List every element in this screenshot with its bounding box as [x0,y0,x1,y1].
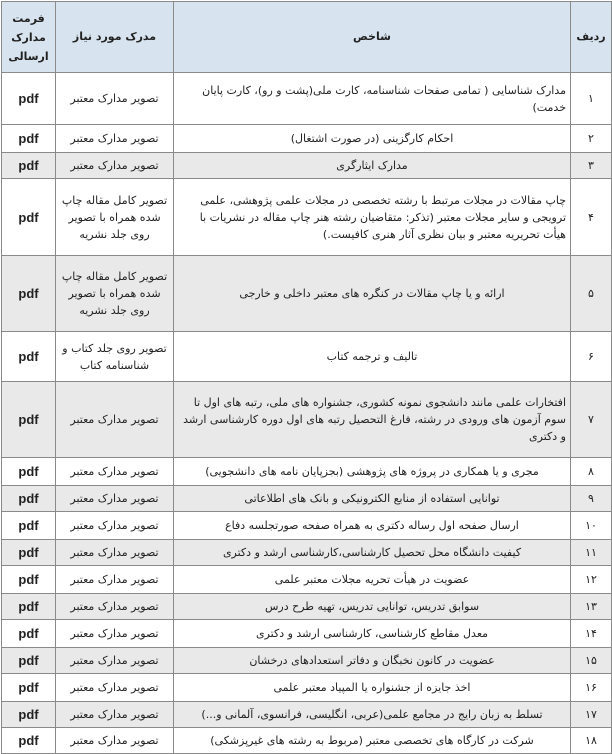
documents-table [1,1,612,754]
document-cell: تصویر مدارک معتبر [56,512,174,540]
row-number: ۲ [571,125,612,153]
row-number: ۱۸ [571,728,612,754]
format-cell: pdf [2,73,56,125]
table-row [2,512,612,540]
criterion-cell: توانایی استفاده از منابع الکترونیکی و بانک های اطلاعاتی [174,486,571,512]
table-row [2,153,612,179]
document-cell: تصویر مدارک معتبر [56,458,174,486]
criterion-cell: افتخارات علمی مانند دانشجوی نمونه کشوری، جشنواره های ملی، رتبه های اول تا سوم آزمون های ورودی در رشته، فارغ التحصیل رتبه های اول دوره کارشناسی ارشد و دکتری [174,382,571,458]
document-cell: تصویر مدارک معتبر [56,382,174,458]
format-cell: pdf [2,674,56,702]
criterion-cell: معدل مقاطع کارشناسی، کارشناسی ارشد و دکتری [174,620,571,648]
document-cell: تصویر مدارک معتبر [56,125,174,153]
criterion-cell: ارائه و یا چاپ مقالات در کنگره های معتبر داخلی و خارجی [174,256,571,332]
format-cell: pdf [2,512,56,540]
row-number: ۱۰ [571,512,612,540]
criterion-cell: کیفیت دانشگاه محل تحصیل کارشناسی،کارشناسی ارشد و دکتری [174,540,571,566]
document-cell: تصویر مدارک معتبر [56,648,174,674]
table-row [2,674,612,702]
row-number: ۱۵ [571,648,612,674]
document-cell: تصویر روی جلد کتاب و شناسنامه کتاب [56,332,174,382]
format-cell: pdf [2,125,56,153]
criterion-cell: اخذ جایزه از جشنواره یا المپیاد معتبر علمی [174,674,571,702]
criterion-cell: مدارک شناسایی ( تمامی صفحات شناسنامه، کارت ملی(پشت و رو)، کارت پایان خدمت) [174,73,571,125]
criterion-cell: سوابق تدریس، توانایی تدریس، تهیه طرح درس [174,594,571,620]
criterion-cell: عضویت در هیأت تحریه مجلات معتبر علمی [174,566,571,594]
criterion-cell: شرکت در کارگاه های تخصصی معتبر (مربوط به رشته های غیرپزشکی) [174,728,571,754]
format-cell: pdf [2,540,56,566]
document-cell: تصویر کامل مقاله چاپ شده همراه با تصویر روی جلد نشریه [56,256,174,332]
row-number: ۶ [571,332,612,382]
header-required-document: مدرک مورد نیاز [56,2,174,73]
document-cell: تصویر مدارک معتبر [56,594,174,620]
document-cell: تصویر مدارک معتبر [56,620,174,648]
format-cell: pdf [2,620,56,648]
criterion-cell: تالیف و ترجمه کتاب [174,332,571,382]
table-row [2,702,612,728]
row-number: ۷ [571,382,612,458]
table-row [2,382,612,458]
table-row [2,648,612,674]
format-cell: pdf [2,153,56,179]
table-row [2,486,612,512]
format-cell: pdf [2,728,56,754]
header-row [2,2,612,73]
table-row [2,125,612,153]
row-number: ۸ [571,458,612,486]
row-number: ۱۶ [571,674,612,702]
format-cell: pdf [2,179,56,256]
criterion-cell: احکام کارگزینی (در صورت اشتغال) [174,125,571,153]
criterion-cell: مجری و یا همکاری در پروژه های پژوهشی (بجزپایان نامه های دانشجویی) [174,458,571,486]
row-number: ۱۳ [571,594,612,620]
row-number: ۴ [571,179,612,256]
document-cell: تصویر مدارک معتبر [56,728,174,754]
format-cell: pdf [2,648,56,674]
row-number: ۱۴ [571,620,612,648]
row-number: ۳ [571,153,612,179]
criterion-cell: مدارک ایثارگری [174,153,571,179]
format-cell: pdf [2,566,56,594]
header-criterion: شاخص [174,2,571,73]
table-row [2,566,612,594]
document-cell: تصویر مدارک معتبر [56,153,174,179]
format-cell: pdf [2,332,56,382]
document-cell: تصویر مدارک معتبر [56,566,174,594]
row-number: ۹ [571,486,612,512]
row-number: ۱۲ [571,566,612,594]
format-cell: pdf [2,458,56,486]
criterion-cell: چاپ مقالات در مجلات مرتبط با رشته تخصصی در مجلات علمی پژوهشی، علمی ترویجی و سایر مجلات معتبر (تذکر: متقاضیان رشته هنر چاپ مقاله در نشریات با هیأت تحریریه معتبر و بیان نظری آثار هنری کافیست.) [174,179,571,256]
document-cell: تصویر مدارک معتبر [56,674,174,702]
format-cell: pdf [2,382,56,458]
document-cell: تصویر کامل مقاله چاپ شده همراه با تصویر روی جلد نشریه [56,179,174,256]
format-cell: pdf [2,256,56,332]
row-number: ۱۷ [571,702,612,728]
table-row [2,594,612,620]
document-cell: تصویر مدارک معتبر [56,702,174,728]
header-format: فرمت مدارک ارسالی [2,2,56,73]
document-cell: تصویر مدارک معتبر [56,486,174,512]
row-number: ۱۱ [571,540,612,566]
criterion-cell: تسلط به زبان رایج در مجامع علمی(عربی، انگلیسی، فرانسوی، آلمانی و...) [174,702,571,728]
format-cell: pdf [2,594,56,620]
row-number: ۱ [571,73,612,125]
document-cell: تصویر مدارک معتبر [56,540,174,566]
format-cell: pdf [2,486,56,512]
criterion-cell: عضویت در کانون نخبگان و دفاتر استعدادهای درخشان [174,648,571,674]
format-cell: pdf [2,702,56,728]
table-row [2,540,612,566]
header-row-number: ردیف [571,2,612,73]
row-number: ۵ [571,256,612,332]
table-row [2,620,612,648]
table-row [2,179,612,256]
table-row [2,332,612,382]
criterion-cell: ارسال صفحه اول رساله دکتری به همراه صفحه صورتجلسه دفاع [174,512,571,540]
table-row [2,256,612,332]
table-row [2,458,612,486]
table-row [2,73,612,125]
document-cell: تصویر مدارک معتبر [56,73,174,125]
